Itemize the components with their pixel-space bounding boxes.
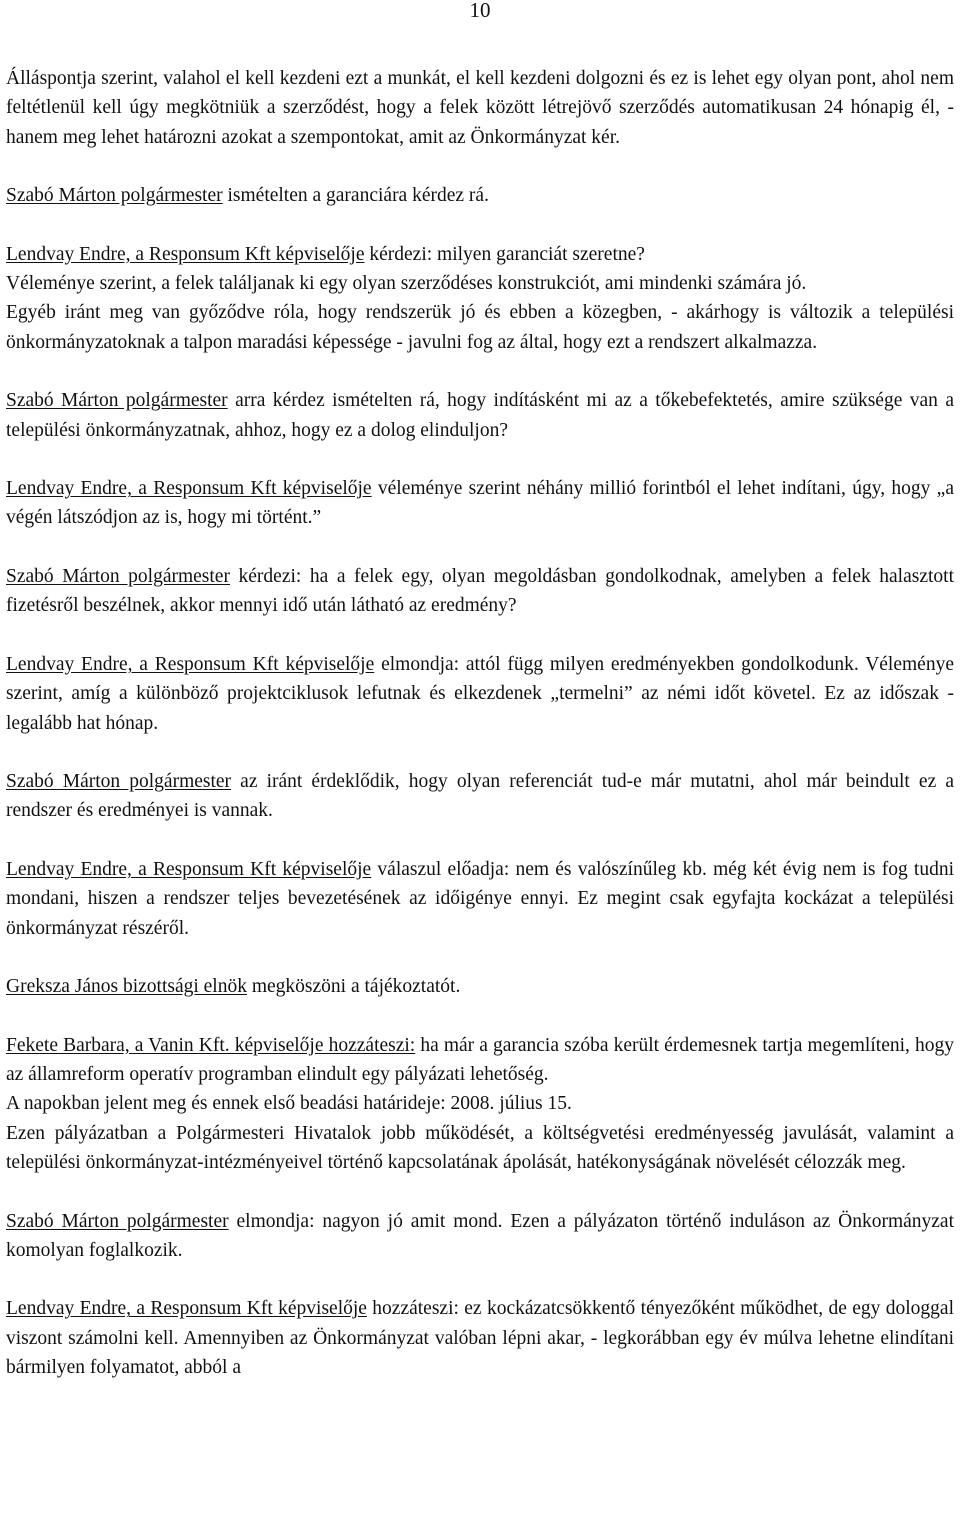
speaker-name: Lendvay Endre, a Responsum Kft képviselője xyxy=(6,653,375,675)
speaker-paragraph xyxy=(6,474,954,533)
speaker-name: Szabó Márton polgármester xyxy=(6,771,232,793)
speaker-paragraph xyxy=(6,1031,954,1090)
speaker-paragraph xyxy=(6,767,954,826)
speaker-name: Lendvay Endre, a Responsum Kft képviselője xyxy=(6,859,372,881)
paragraph-text: véleménye szerint néhány millió forintból el lehet indítani, úgy, hogy „a végén látszódjon az is, hogy mi történt.” xyxy=(6,478,954,529)
paragraph-text: A napokban jelent meg és ennek első beadási határideje: 2008. július 15. xyxy=(6,1093,572,1115)
paragraph xyxy=(6,64,954,152)
paragraph-text: hozzáteszi: ez kockázatcsökkentő tényezőként működhet, de egy dologgal viszont számolni kell. Amennyiben az Önkormányzat valóban lépni akar, - legkorábban egy év múlva lehetne elindítani bármilyen folyamatot, abból a xyxy=(6,1298,954,1379)
paragraph-text: Egyéb iránt meg van győződve róla, hogy rendszerük jó és ebben a közegben, - akárhogy is változik a települési önkormányzatoknak a talpon maradási képessége - javulni fog az által, hogy ezt a rendszert alkalmazza. xyxy=(6,302,954,353)
paragraph-text: Álláspontja szerint, valahol el kell kezdeni ezt a munkát, el kell kezdeni dolgozni és ez is lehet egy olyan pont, ahol nem feltétlenül kell úgy megkötniük a szerződést, hogy a felek között létrejövő szerződés automatikusan 24 hónapig él, - hanem meg lehet határozni azokat a szempontokat, amit az Önkormányzat kér. xyxy=(6,68,954,148)
paragraph xyxy=(6,1089,954,1118)
paragraph-text: arra kérdez ismételten rá, hogy indításként mi az a tőkebefektetés, amire szüksége van a települési önkormányzatnak, ahhoz, hogy ez a dolog elinduljon? xyxy=(6,390,954,441)
paragraph xyxy=(6,269,954,298)
paragraph-text: megköszöni a tájékoztatót. xyxy=(246,976,461,998)
speaker-name: Lendvay Endre, a Responsum Kft képviselője xyxy=(6,1298,367,1320)
paragraph-text: Véleménye szerint, a felek találjanak ki egy olyan szerződéses konstrukciót, ami mindenki számára jó. xyxy=(6,273,807,295)
speaker-name: Fekete Barbara, a Vanin Kft. képviselője hozzáteszi: xyxy=(6,1034,416,1056)
speaker-paragraph xyxy=(6,972,954,1001)
speaker-name: Szabó Márton polgármester xyxy=(6,185,223,207)
speaker-paragraph xyxy=(6,562,954,621)
speaker-paragraph xyxy=(6,1294,954,1382)
speaker-name: Lendvay Endre, a Responsum Kft képviselője xyxy=(6,478,372,500)
speaker-paragraph xyxy=(6,855,954,943)
speaker-name: Lendvay Endre, a Responsum Kft képviselője xyxy=(6,243,365,265)
speaker-paragraph xyxy=(6,181,954,210)
speaker-paragraph xyxy=(6,650,954,738)
document-body xyxy=(6,64,954,1382)
page-number: 10 xyxy=(469,0,491,22)
speaker-name: Szabó Márton polgármester xyxy=(6,1210,229,1232)
speaker-paragraph xyxy=(6,240,954,269)
speaker-paragraph xyxy=(6,386,954,445)
speaker-name: Szabó Márton polgármester xyxy=(6,390,228,412)
paragraph-text: Ezen pályázatban a Polgármesteri Hivatalok jobb működését, a költségvetési eredményesség javulását, valamint a települési önkormányzat-intézményeivel történő kapcsolatának ápolását, hatékonyságának növelését célozzák meg. xyxy=(6,1122,954,1173)
paragraph-text: elmondja: attól függ milyen eredményekben gondolkodunk. Véleménye szerint, amíg a különböző projektciklusok lefutnak és elkezdenek „termelni” az némi időt követel. Ez az időszak - legalább hat hónap. xyxy=(6,653,954,734)
paragraph-text: ha már a garancia szóba került érdemesnek tartja megemlíteni, hogy az államreform operatív programban elindult egy pályázati lehetőség. xyxy=(6,1034,954,1086)
paragraph-text: kérdezi: milyen garanciát szeretne? xyxy=(364,243,645,265)
paragraph xyxy=(6,298,954,357)
paragraph-text: az iránt érdeklődik, hogy olyan referenciát tud-e már mutatni, ahol már beindult ez a rendszer és eredményei is vannak. xyxy=(6,771,954,822)
paragraph-text: ismételten a garanciára kérdez rá. xyxy=(222,185,489,207)
speaker-name: Greksza János bizottsági elnök xyxy=(6,976,247,998)
speaker-name: Szabó Márton polgármester xyxy=(6,566,230,588)
paragraph xyxy=(6,1119,954,1178)
paragraph-text: kérdezi: ha a felek egy, olyan megoldásban gondolkodnak, amelyben a felek halasztott fizetésről beszélnek, akkor mennyi idő után látható az eredmény? xyxy=(6,566,954,617)
paragraph-text: válaszul előadja: nem és valószínűleg kb. még két évig nem is fog tudni mondani, hiszen a rendszer teljes bevezetésének az időigénye ennyi. Ez megint csak egyfajta kockázat a települési önkormányzat részéről. xyxy=(6,859,954,939)
speaker-paragraph xyxy=(6,1207,954,1266)
paragraph-text: elmondja: nagyon jó amit mond. Ezen a pályázaton történő induláson az Önkormányzat komolyan foglalkozik. xyxy=(6,1210,955,1261)
